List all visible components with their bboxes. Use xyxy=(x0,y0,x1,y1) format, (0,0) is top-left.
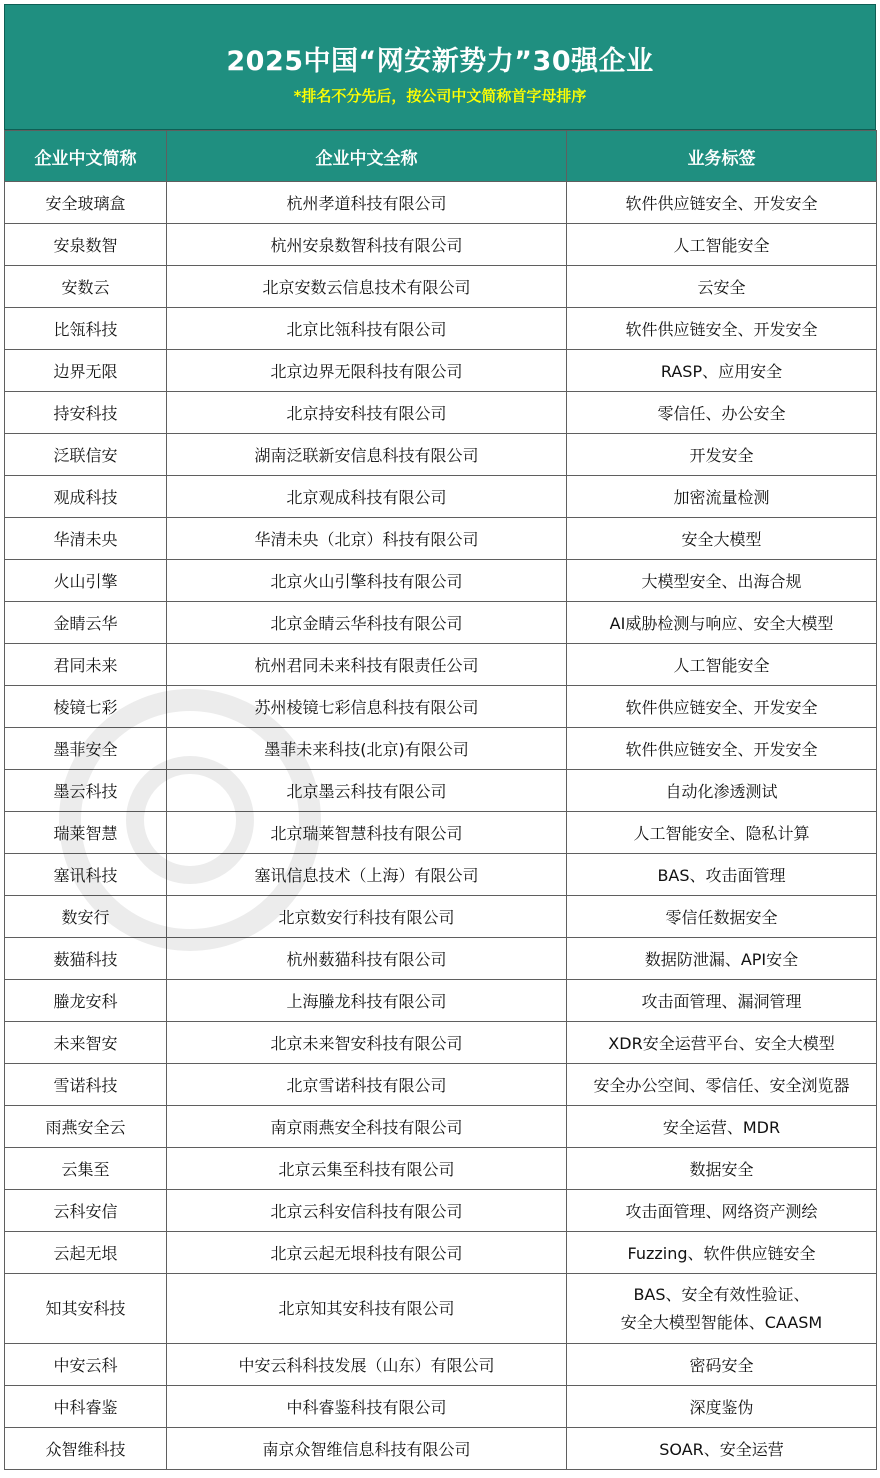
cell-full-name: 北京金睛云华科技有限公司 xyxy=(167,602,567,644)
cell-full-name: 杭州安泉数智科技有限公司 xyxy=(167,224,567,266)
table-row xyxy=(5,1274,877,1344)
cell-short-name: 众智维科技 xyxy=(5,1428,167,1470)
cell-full-name: 墨菲未来科技(北京)有限公司 xyxy=(167,728,567,770)
cell-business-tags: 攻击面管理、网络资产测绘 xyxy=(567,1190,877,1232)
cell-short-name: 君同未来 xyxy=(5,644,167,686)
table-row xyxy=(5,350,877,392)
cell-short-name: 数安行 xyxy=(5,896,167,938)
cell-short-name: 雪诺科技 xyxy=(5,1064,167,1106)
cell-full-name: 北京边界无限科技有限公司 xyxy=(167,350,567,392)
cell-short-name: 比瓴科技 xyxy=(5,308,167,350)
table-row xyxy=(5,1022,877,1064)
cell-short-name: 安数云 xyxy=(5,266,167,308)
cell-full-name: 北京瑞莱智慧科技有限公司 xyxy=(167,812,567,854)
table-row xyxy=(5,644,877,686)
table-row xyxy=(5,1190,877,1232)
cell-business-tags: BAS、攻击面管理 xyxy=(567,854,877,896)
table-row xyxy=(5,518,877,560)
cell-business-tags: 数据安全 xyxy=(567,1148,877,1190)
table-row xyxy=(5,1344,877,1386)
cell-business-tags: 开发安全 xyxy=(567,434,877,476)
column-header-business-tags: 业务标签 xyxy=(567,131,877,182)
table-row xyxy=(5,1232,877,1274)
cell-short-name: 瑞莱智慧 xyxy=(5,812,167,854)
cell-business-tags: 软件供应链安全、开发安全 xyxy=(567,728,877,770)
table-row xyxy=(5,1428,877,1470)
table-row xyxy=(5,1148,877,1190)
cell-short-name: 观成科技 xyxy=(5,476,167,518)
cell-short-name: 中科睿鉴 xyxy=(5,1386,167,1428)
table-row xyxy=(5,1106,877,1148)
table-row xyxy=(5,476,877,518)
table-row xyxy=(5,686,877,728)
cell-full-name: 北京云起无垠科技有限公司 xyxy=(167,1232,567,1274)
cell-short-name: 墨菲安全 xyxy=(5,728,167,770)
table-row xyxy=(5,1064,877,1106)
cell-full-name: 北京比瓴科技有限公司 xyxy=(167,308,567,350)
cell-full-name: 北京持安科技有限公司 xyxy=(167,392,567,434)
cell-short-name: 安泉数智 xyxy=(5,224,167,266)
cell-full-name: 北京知其安科技有限公司 xyxy=(167,1274,567,1344)
cell-business-tags: 攻击面管理、漏洞管理 xyxy=(567,980,877,1022)
cell-short-name: 雨燕安全云 xyxy=(5,1106,167,1148)
table-row xyxy=(5,812,877,854)
cell-short-name: 墨云科技 xyxy=(5,770,167,812)
cell-short-name: 薮猫科技 xyxy=(5,938,167,980)
cell-full-name: 塞讯信息技术（上海）有限公司 xyxy=(167,854,567,896)
cell-business-tags: RASP、应用安全 xyxy=(567,350,877,392)
cell-short-name: 棱镜七彩 xyxy=(5,686,167,728)
cell-business-tags: 零信任、办公安全 xyxy=(567,392,877,434)
cell-short-name: 云科安信 xyxy=(5,1190,167,1232)
page-title: 2025中国“网安新势力”30强企业 xyxy=(226,46,654,77)
cell-full-name: 苏州棱镜七彩信息科技有限公司 xyxy=(167,686,567,728)
table-row xyxy=(5,560,877,602)
cell-business-tags: 人工智能安全 xyxy=(567,224,877,266)
cell-full-name: 南京雨燕安全科技有限公司 xyxy=(167,1106,567,1148)
cell-business-tags: 人工智能安全、隐私计算 xyxy=(567,812,877,854)
cell-short-name: 持安科技 xyxy=(5,392,167,434)
table-row xyxy=(5,266,877,308)
table-row xyxy=(5,728,877,770)
cell-business-tags: 深度鉴伪 xyxy=(567,1386,877,1428)
cell-short-name: 安全玻璃盒 xyxy=(5,182,167,224)
cell-business-tags: 自动化渗透测试 xyxy=(567,770,877,812)
cell-business-tags: 人工智能安全 xyxy=(567,644,877,686)
cell-business-tags: 零信任数据安全 xyxy=(567,896,877,938)
cell-short-name: 金睛云华 xyxy=(5,602,167,644)
cell-full-name: 北京雪诺科技有限公司 xyxy=(167,1064,567,1106)
cell-business-tags: 大模型安全、出海合规 xyxy=(567,560,877,602)
cell-short-name: 中安云科 xyxy=(5,1344,167,1386)
table-row xyxy=(5,308,877,350)
title-banner xyxy=(4,4,876,130)
table-row xyxy=(5,392,877,434)
cell-business-tags: 密码安全 xyxy=(567,1344,877,1386)
cell-full-name: 北京观成科技有限公司 xyxy=(167,476,567,518)
table-row xyxy=(5,434,877,476)
cell-short-name: 火山引擎 xyxy=(5,560,167,602)
table-row xyxy=(5,854,877,896)
table-row xyxy=(5,770,877,812)
cell-short-name: 螣龙安科 xyxy=(5,980,167,1022)
cell-short-name: 华清未央 xyxy=(5,518,167,560)
cell-business-tags: 安全运营、MDR xyxy=(567,1106,877,1148)
cell-full-name: 杭州薮猫科技有限公司 xyxy=(167,938,567,980)
table-row xyxy=(5,1386,877,1428)
cell-full-name: 北京云集至科技有限公司 xyxy=(167,1148,567,1190)
cell-business-tags: 加密流量检测 xyxy=(567,476,877,518)
cell-full-name: 北京安数云信息技术有限公司 xyxy=(167,266,567,308)
cell-business-tags: 云安全 xyxy=(567,266,877,308)
cell-business-tags: 数据防泄漏、API安全 xyxy=(567,938,877,980)
table-row xyxy=(5,980,877,1022)
cell-business-tags: Fuzzing、软件供应链安全 xyxy=(567,1232,877,1274)
column-header-short-name: 企业中文简称 xyxy=(5,131,167,182)
table-row xyxy=(5,182,877,224)
cell-short-name: 知其安科技 xyxy=(5,1274,167,1344)
cell-business-tags: 软件供应链安全、开发安全 xyxy=(567,182,877,224)
cell-full-name: 北京未来智安科技有限公司 xyxy=(167,1022,567,1064)
cell-full-name: 湖南泛联新安信息科技有限公司 xyxy=(167,434,567,476)
business-tags-line-1: BAS、安全有效性验证、 xyxy=(633,1284,810,1304)
cell-short-name: 边界无限 xyxy=(5,350,167,392)
cell-business-tags: 软件供应链安全、开发安全 xyxy=(567,308,877,350)
cell-full-name: 北京墨云科技有限公司 xyxy=(167,770,567,812)
company-table xyxy=(4,130,877,1470)
cell-business-tags: 安全大模型 xyxy=(567,518,877,560)
cell-full-name: 杭州君同未来科技有限责任公司 xyxy=(167,644,567,686)
page-subtitle: *排名不分先后，按公司中文简称首字母排序 xyxy=(293,87,587,105)
cell-full-name: 北京云科安信科技有限公司 xyxy=(167,1190,567,1232)
cell-business-tags: SOAR、安全运营 xyxy=(567,1428,877,1470)
table-row xyxy=(5,224,877,266)
cell-full-name: 上海螣龙科技有限公司 xyxy=(167,980,567,1022)
table-body xyxy=(5,182,877,1470)
cell-business-tags: XDR安全运营平台、安全大模型 xyxy=(567,1022,877,1064)
cell-full-name: 华清未央（北京）科技有限公司 xyxy=(167,518,567,560)
table-row xyxy=(5,602,877,644)
cell-short-name: 云起无垠 xyxy=(5,1232,167,1274)
cell-full-name: 南京众智维信息科技有限公司 xyxy=(167,1428,567,1470)
table-row xyxy=(5,896,877,938)
cell-full-name: 中安云科科技发展（山东）有限公司 xyxy=(167,1344,567,1386)
cell-full-name: 中科睿鉴科技有限公司 xyxy=(167,1386,567,1428)
business-tags-line-2: 安全大模型智能体、CAASM xyxy=(620,1312,823,1332)
column-header-full-name: 企业中文全称 xyxy=(167,131,567,182)
cell-full-name: 北京火山引擎科技有限公司 xyxy=(167,560,567,602)
cell-short-name: 未来智安 xyxy=(5,1022,167,1064)
cell-short-name: 塞讯科技 xyxy=(5,854,167,896)
cell-business-tags: 安全办公空间、零信任、安全浏览器 xyxy=(567,1064,877,1106)
cell-business-tags xyxy=(567,1274,877,1344)
cell-full-name: 杭州孝道科技有限公司 xyxy=(167,182,567,224)
cell-business-tags: AI威胁检测与响应、安全大模型 xyxy=(567,602,877,644)
table-row xyxy=(5,938,877,980)
table-header-row xyxy=(5,131,877,182)
cell-business-tags: 软件供应链安全、开发安全 xyxy=(567,686,877,728)
cell-short-name: 泛联信安 xyxy=(5,434,167,476)
cell-short-name: 云集至 xyxy=(5,1148,167,1190)
cell-full-name: 北京数安行科技有限公司 xyxy=(167,896,567,938)
